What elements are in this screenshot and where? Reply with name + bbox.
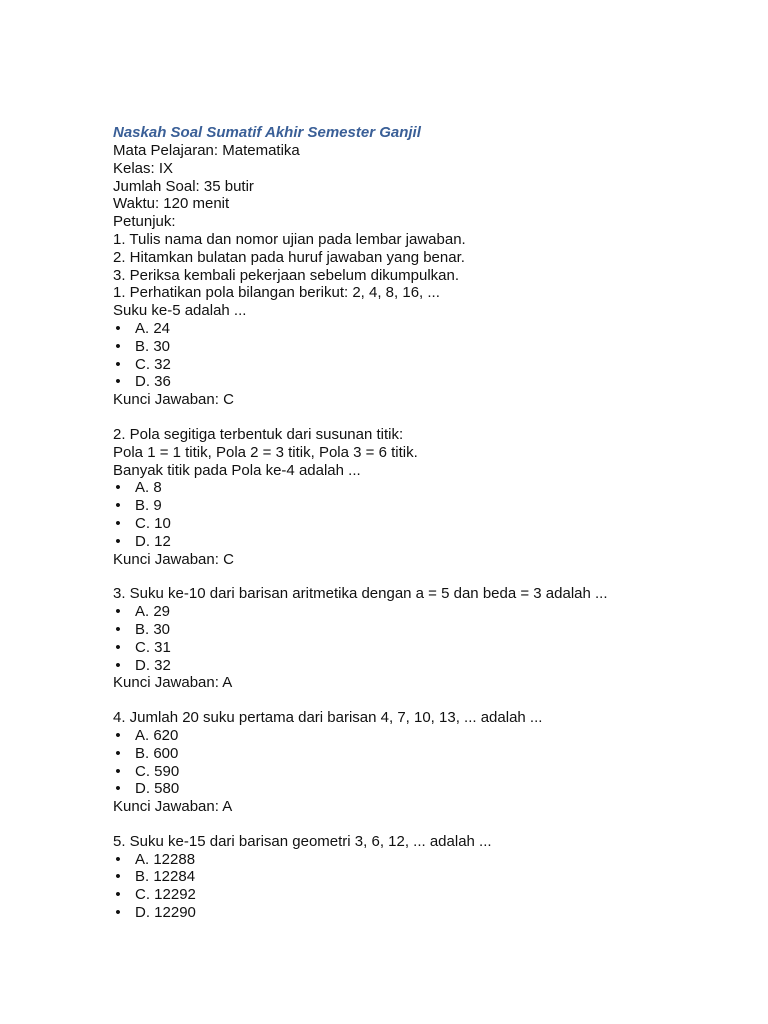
answer-key: Kunci Jawaban: A [113, 798, 233, 816]
answer-option-text: C. 10 [135, 514, 171, 532]
answer-option-text: A. 24 [135, 319, 171, 337]
answer-option [113, 356, 733, 374]
instruction-item: 2. Hitamkan bulatan pada huruf jawaban yang benar. [113, 248, 465, 266]
bullet-icon: • [115, 886, 121, 904]
question-block [113, 585, 733, 692]
info-time: Waktu: 120 menit [113, 195, 230, 213]
question-block [113, 284, 733, 409]
bullet-icon: • [115, 726, 121, 744]
answer-option [113, 497, 733, 515]
answer-option [113, 533, 733, 551]
answer-option [113, 515, 733, 533]
question-block [113, 709, 733, 816]
bullet-icon: • [115, 319, 121, 337]
bullet-icon: • [115, 620, 121, 638]
question-text: 2. Pola segitiga terbentuk dari susunan titik: [113, 425, 404, 443]
answer-option-text: A. 29 [135, 603, 171, 621]
answer-option [113, 763, 733, 781]
answer-option-text: A. 12288 [135, 850, 196, 868]
exam-info [113, 142, 733, 284]
question-text-continued: Banyak titik pada Pola ke-4 adalah ... [113, 461, 361, 479]
bullet-icon: • [115, 532, 121, 550]
bullet-icon: • [115, 762, 121, 780]
answer-option-text: B. 9 [135, 497, 162, 515]
answer-option [113, 727, 733, 745]
question-list [113, 284, 733, 922]
bullet-icon: • [115, 355, 121, 373]
bullet-icon: • [115, 850, 121, 868]
answer-option-text: C. 31 [135, 638, 171, 656]
answer-key: Kunci Jawaban: A [113, 674, 233, 692]
question-block [113, 833, 733, 922]
answer-option-text: D. 12290 [135, 904, 196, 922]
answer-option-text: C. 32 [135, 355, 171, 373]
answer-option [113, 868, 733, 886]
answer-option-text: D. 32 [135, 656, 171, 674]
answer-option-text: C. 590 [135, 762, 180, 780]
bullet-icon: • [115, 638, 121, 656]
instruction-item: 3. Periksa kembali pekerjaan sebelum dikumpulkan. [113, 266, 460, 284]
answer-option [113, 745, 733, 763]
instruction-item: 1. Tulis nama dan nomor ujian pada lembar jawaban. [113, 230, 466, 248]
answer-option [113, 603, 733, 621]
answer-option-text: B. 30 [135, 620, 171, 638]
answer-option-text: D. 12 [135, 532, 171, 550]
answer-option [113, 320, 733, 338]
answer-option [113, 338, 733, 356]
bullet-icon: • [115, 868, 121, 886]
answer-option [113, 886, 733, 904]
question-text-continued: Suku ke-5 adalah ... [113, 302, 247, 320]
answer-option-text: A. 8 [135, 479, 162, 497]
bullet-icon: • [115, 497, 121, 515]
document-page [113, 124, 733, 922]
question-text: 4. Jumlah 20 suku pertama dari barisan 4, 7, 10, 13, ... adalah ... [113, 709, 543, 727]
answer-option [113, 639, 733, 657]
answer-option [113, 780, 733, 798]
question-text: 3. Suku ke-10 dari barisan aritmetika dengan a = 5 dan beda = 3 adalah ... [113, 585, 608, 603]
answer-option-text: B. 600 [135, 744, 179, 762]
bullet-icon: • [115, 514, 121, 532]
answer-options [113, 479, 733, 550]
answer-option [113, 904, 733, 922]
question-text-continued: Pola 1 = 1 titik, Pola 2 = 3 titik, Pola 3 = 6 titik. [113, 443, 418, 461]
bullet-icon: • [115, 744, 121, 762]
answer-options [113, 727, 733, 798]
answer-option [113, 373, 733, 391]
info-class: Kelas: IX [113, 159, 174, 177]
bullet-icon: • [115, 603, 121, 621]
bullet-icon: • [115, 904, 121, 922]
answer-option [113, 657, 733, 675]
info-subject: Mata Pelajaran: Matematika [113, 142, 300, 159]
question-block [113, 426, 733, 568]
bullet-icon: • [115, 656, 121, 674]
answer-option [113, 621, 733, 639]
answer-option-text: D. 580 [135, 780, 180, 798]
bullet-icon: • [115, 780, 121, 798]
answer-option [113, 479, 733, 497]
answer-option-text: D. 36 [135, 373, 171, 391]
instructions-heading: Petunjuk: [113, 213, 176, 231]
bullet-icon: • [115, 479, 121, 497]
answer-options [113, 851, 733, 922]
question-text: 5. Suku ke-15 dari barisan geometri 3, 6, 12, ... adalah ... [113, 832, 492, 850]
bullet-icon: • [115, 337, 121, 355]
bullet-icon: • [115, 373, 121, 391]
answer-option [113, 851, 733, 869]
info-question-count: Jumlah Soal: 35 butir [113, 177, 254, 195]
answer-options [113, 320, 733, 391]
question-text: 1. Perhatikan pola bilangan berikut: 2, 4, 8, 16, ... [113, 284, 440, 302]
answer-option-text: B. 30 [135, 337, 171, 355]
document-title: Naskah Soal Sumatif Akhir Semester Ganjil [113, 124, 421, 141]
answer-option-text: B. 12284 [135, 868, 196, 886]
answer-key: Kunci Jawaban: C [113, 391, 234, 409]
answer-key: Kunci Jawaban: C [113, 550, 234, 568]
answer-option-text: A. 620 [135, 726, 179, 744]
answer-options [113, 603, 733, 674]
answer-option-text: C. 12292 [135, 886, 196, 904]
